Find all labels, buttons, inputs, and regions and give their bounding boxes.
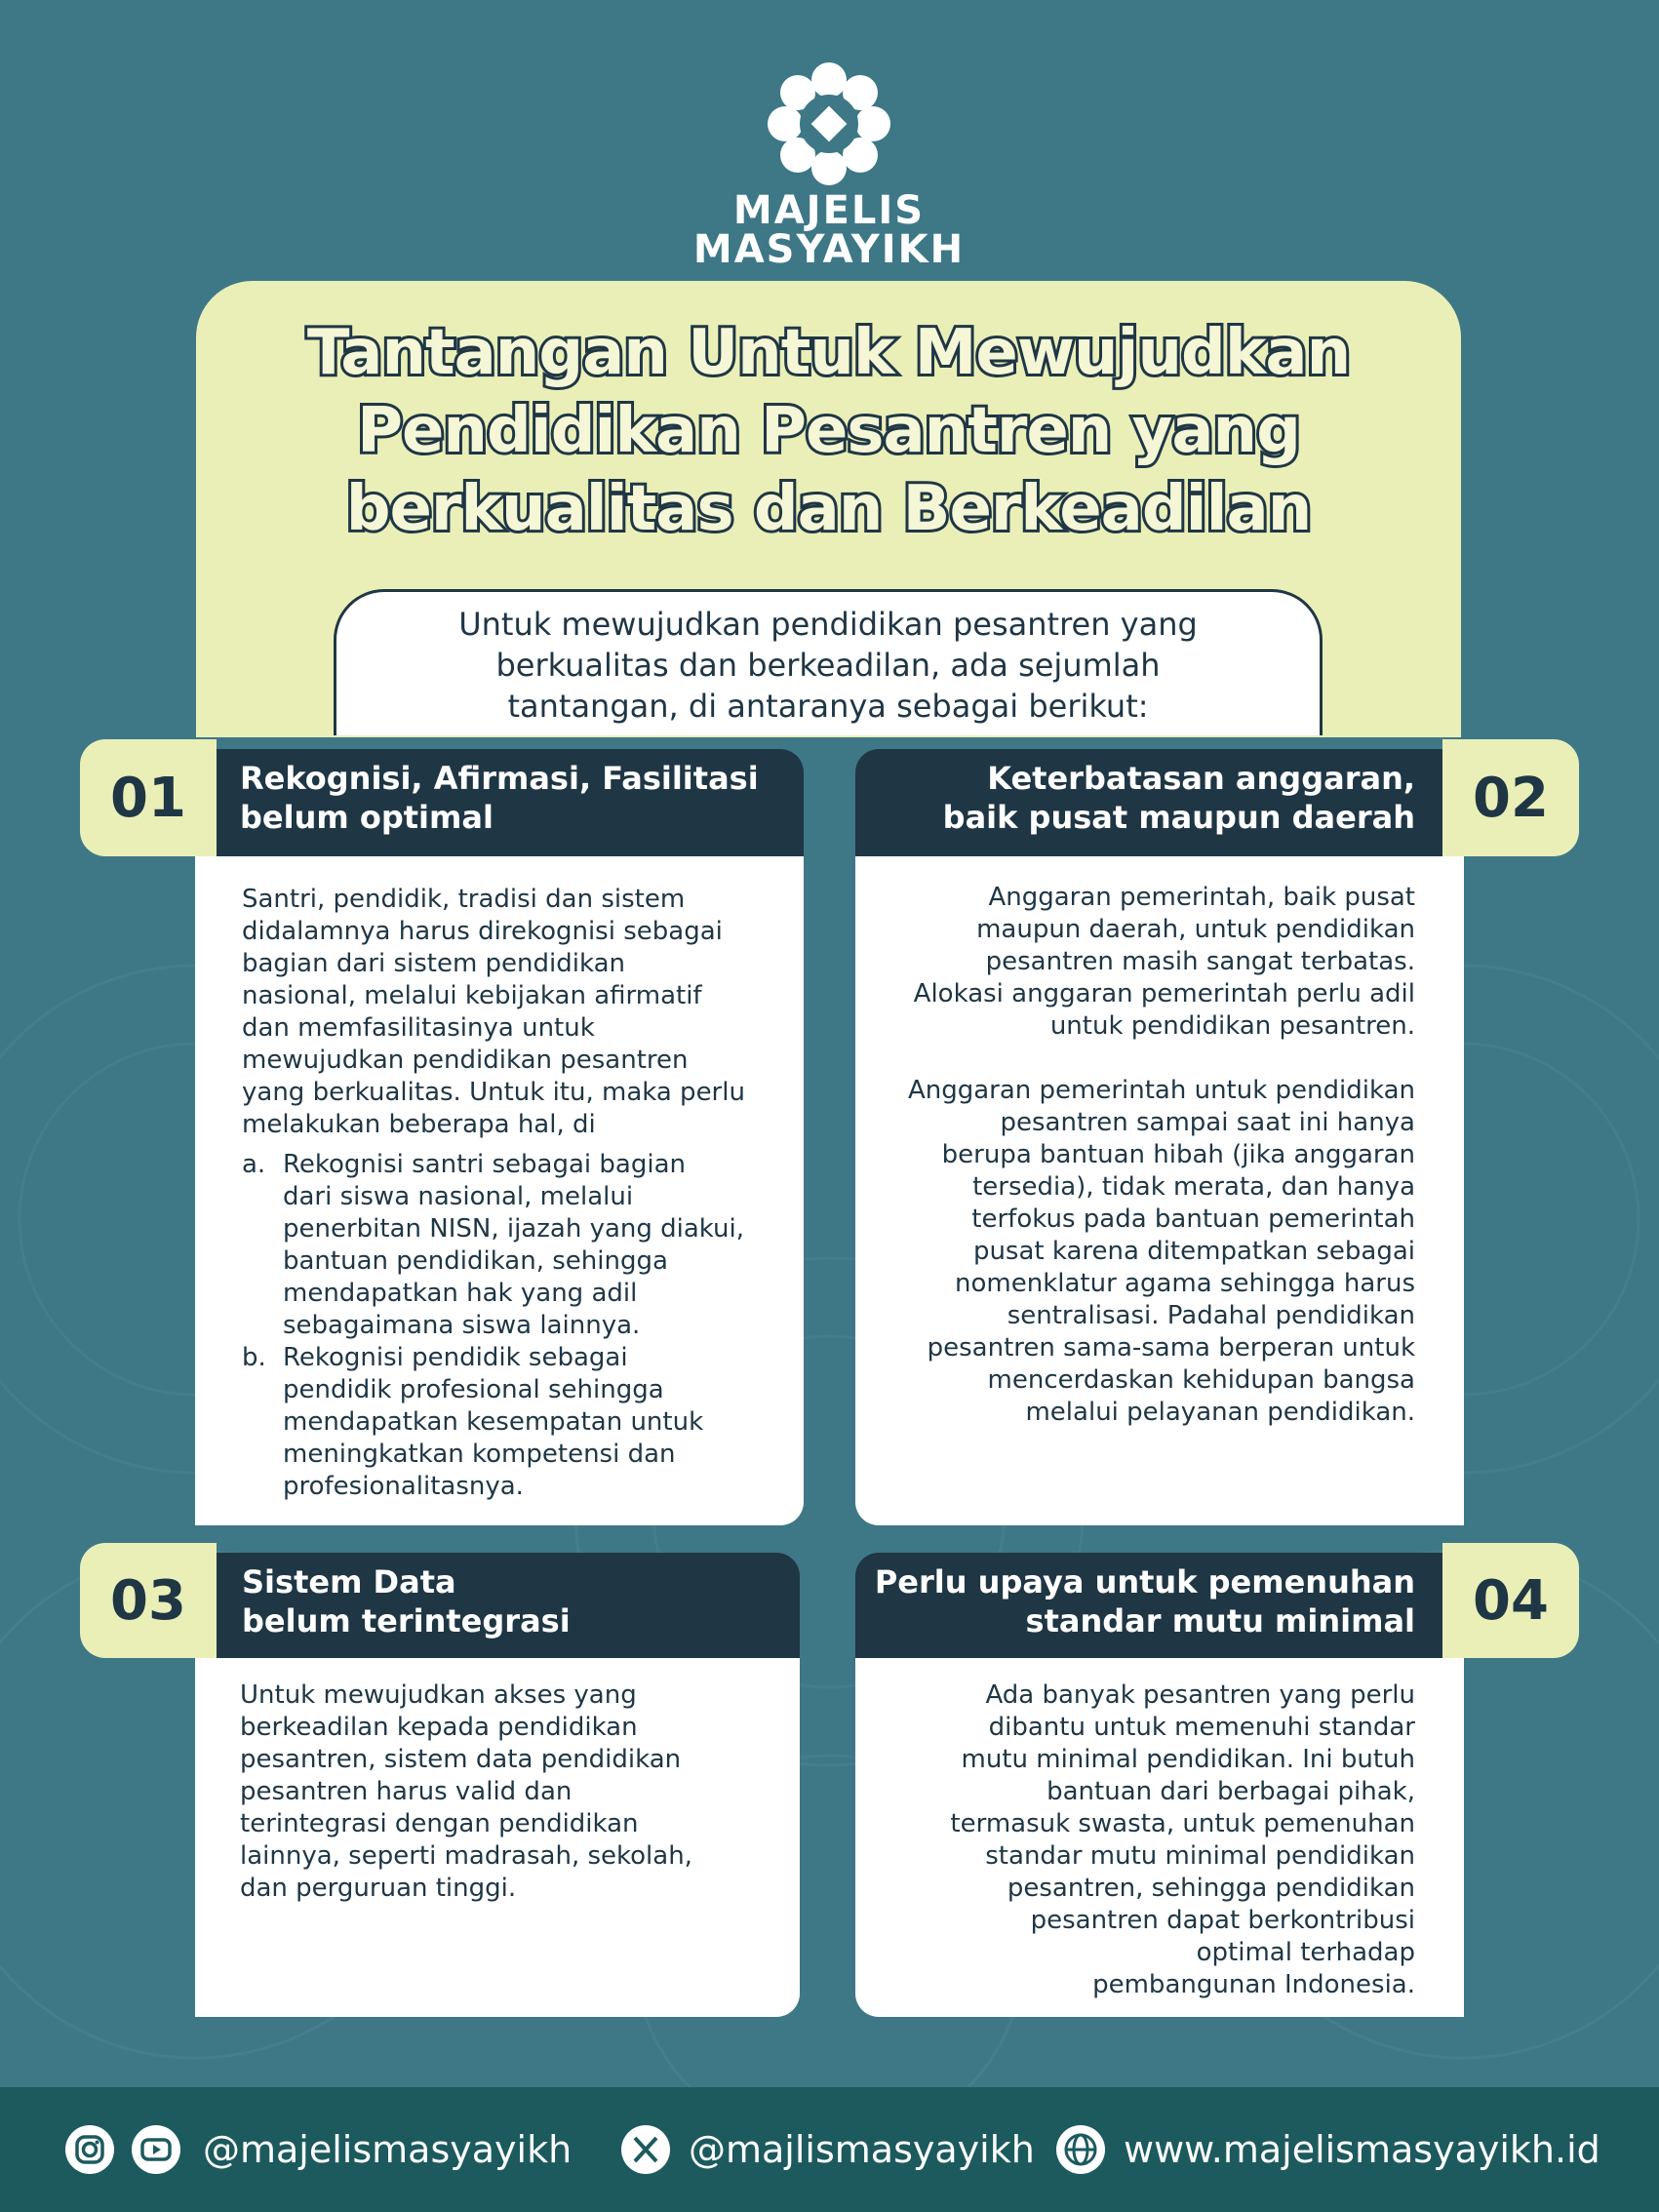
card-04-text-line: dibantu untuk memenuhi standar xyxy=(988,1713,1415,1742)
card-03-text-line: berkeadilan kepada pendidikan xyxy=(240,1713,638,1742)
title-line-2: Pendidikan Pesantren yang xyxy=(357,395,1300,467)
card-02-text-line: Anggaran pemerintah untuk pendidikan xyxy=(907,1076,1415,1105)
card-01-heading xyxy=(195,749,804,856)
card-01-text-line: mewujudkan pendidikan pesantren xyxy=(242,1046,689,1075)
intro-text xyxy=(336,604,1320,727)
intro-box xyxy=(334,589,1323,735)
card-02-text-line: maupun daerah, untuk pendidikan xyxy=(976,915,1415,944)
card-02-text-line: Anggaran pemerintah, baik pusat xyxy=(988,883,1415,912)
list-marker: b. xyxy=(242,1343,266,1372)
card-02-heading-line-2: baik pusat maupun daerah xyxy=(942,799,1415,836)
list-item-line: sebagaimana siswa lainnya. xyxy=(283,1311,641,1340)
footer-handle-1[interactable]: @majelismasyayikh xyxy=(203,2128,573,2171)
card-01-heading-line-2: belum optimal xyxy=(240,799,494,836)
card-01-text-line: yang berkualitas. Untuk itu, maka perlu xyxy=(242,1078,745,1107)
card-01-body xyxy=(195,856,804,1525)
card-04-number: 04 xyxy=(1442,1543,1579,1658)
card-04-heading xyxy=(855,1553,1464,1658)
card-03-text-line: dan perguruan tinggi. xyxy=(240,1874,517,1903)
title-line-3: berkualitas dan Berkeadilan xyxy=(345,473,1312,545)
card-03-text-line: Untuk mewujudkan akses yang xyxy=(240,1680,637,1710)
card-01-text-line: bagian dari sistem pendidikan xyxy=(242,949,625,978)
youtube-icon[interactable] xyxy=(131,2124,181,2175)
list-item-line: Rekognisi pendidik sebagai xyxy=(283,1343,628,1372)
list-item-line: mendapatkan kesempatan untuk xyxy=(283,1407,704,1437)
card-03-heading-line-1: Sistem Data xyxy=(242,1563,456,1600)
card-02-text-line: pesantren sampai saat ini hanya xyxy=(1000,1108,1415,1137)
list-item-line: Rekognisi santri sebagai bagian xyxy=(283,1150,686,1179)
list-item-line: profesionalitasnya. xyxy=(283,1472,524,1501)
card-03-text-line: terintegrasi dengan pendidikan xyxy=(240,1809,639,1838)
card-02-heading-line-1: Keterbatasan anggaran, xyxy=(987,760,1415,797)
card-01-text-line: melakukan beberapa hal, di xyxy=(242,1110,596,1139)
card-02-text-line: melalui pelayanan pendidikan. xyxy=(1025,1398,1415,1427)
list-item-a xyxy=(242,1149,784,1342)
card-02-number: 02 xyxy=(1442,739,1579,856)
card-02-heading xyxy=(855,749,1464,856)
intro-line-2: berkualitas dan berkeadilan, ada sejumlah xyxy=(495,647,1161,684)
list-item-line: bantuan pendidikan, sehingga xyxy=(283,1246,668,1276)
footer-bar xyxy=(0,2087,1659,2212)
list-item-line: pendidik profesional sehingga xyxy=(283,1375,664,1404)
card-02-text-line: pesantren masih sangat terbatas. xyxy=(985,947,1415,976)
card-03-heading-line-2: belum terintegrasi xyxy=(242,1602,571,1639)
card-03-text-line: lainnya, seperti madrasah, sekolah, xyxy=(240,1841,692,1871)
card-02-text-line: tersedia), tidak merata, dan hanya xyxy=(972,1172,1415,1202)
card-02-text-line: sentralisasi. Padahal pendidikan xyxy=(1007,1301,1415,1330)
card-01-number: 01 xyxy=(80,739,217,856)
list-item-line: penerbitan NISN, ijazah yang diakui, xyxy=(283,1214,745,1244)
card-03-text-line: pesantren harus valid dan xyxy=(240,1777,573,1806)
card-02-text-line: berupa bantuan hibah (jika anggaran xyxy=(941,1140,1415,1169)
footer-handle-2[interactable]: @majlismasyayikh xyxy=(689,2128,1035,2171)
card-04-text-line: mutu minimal pendidikan. Ini butuh xyxy=(961,1745,1415,1774)
card-04-text-line: termasuk swasta, untuk pemenuhan xyxy=(950,1809,1415,1838)
card-02-text-line: nomenklatur agama sehingga harus xyxy=(955,1269,1415,1298)
card-04-heading-line-1: Perlu upaya untuk pemenuhan xyxy=(874,1563,1415,1600)
brand-name xyxy=(634,188,1024,272)
card-01-text-line: nasional, melalui kebijakan afirmatif xyxy=(242,981,702,1010)
card-04-text-line: standar mutu minimal pendidikan xyxy=(985,1841,1415,1871)
list-item-line: mendapatkan hak yang adil xyxy=(283,1279,638,1308)
page-title xyxy=(196,314,1461,548)
card-02-text-line: pusat karena ditempatkan sebagai xyxy=(972,1237,1415,1266)
card-04-body xyxy=(855,1658,1464,2017)
intro-line-3: tantangan, di antaranya sebagai berikut: xyxy=(507,688,1149,725)
card-02-text-line: pesantren sama-sama berperan untuk xyxy=(927,1333,1415,1363)
card-04-text-line: optimal terhadap xyxy=(1196,1938,1415,1967)
card-02-text-line: Alokasi anggaran pemerintah perlu adil xyxy=(913,979,1415,1008)
card-03-number: 03 xyxy=(80,1543,217,1658)
intro-line-1: Untuk mewujudkan pendidikan pesantren yang xyxy=(458,606,1198,643)
brand-line-1: MAJELIS xyxy=(732,188,926,233)
card-03-text-line: pesantren, sistem data pendidikan xyxy=(240,1745,682,1774)
card-02-text-line: mencerdaskan kehidupan bangsa xyxy=(987,1365,1415,1395)
card-02-body xyxy=(855,856,1464,1525)
card-01-text-line: didalamnya harus direkognisi sebagai xyxy=(242,917,723,946)
footer-website-link[interactable]: www.majelismasyayikh.id xyxy=(1124,2128,1600,2171)
globe-icon[interactable] xyxy=(1055,2124,1106,2175)
card-04-text-line: pembangunan Indonesia. xyxy=(1092,1970,1415,1999)
card-03-heading xyxy=(195,1553,800,1658)
card-04-text-line: pesantren, sehingga pendidikan xyxy=(1007,1874,1415,1903)
title-line-1: Tantangan Untuk Mewujudkan xyxy=(306,317,1351,389)
list-item-line: dari siswa nasional, melalui xyxy=(283,1182,634,1211)
brand-line-2: MASYAYIKH xyxy=(692,227,966,272)
card-01-text-line: dan memfasilitasinya untuk xyxy=(242,1013,595,1043)
card-02-text-line: untuk pendidikan pesantren. xyxy=(1049,1011,1415,1041)
card-04-text-line: Ada banyak pesantren yang perlu xyxy=(985,1680,1415,1710)
card-04-text-line: bantuan dari berbagai pihak, xyxy=(1047,1777,1415,1806)
list-item-b xyxy=(242,1342,784,1503)
x-icon[interactable] xyxy=(620,2124,671,2175)
card-01-text-line: Santri, pendidik, tradisi dan sistem xyxy=(242,885,686,914)
card-04-text-line: pesantren dapat berkontribusi xyxy=(1030,1906,1415,1935)
card-01-heading-line-1: Rekognisi, Afirmasi, Fasilitasi xyxy=(240,760,759,797)
instagram-icon[interactable] xyxy=(64,2124,115,2175)
card-04-heading-line-2: standar mutu minimal xyxy=(1025,1602,1415,1639)
list-marker: a. xyxy=(242,1150,266,1179)
card-02-text-line: terfokus pada bantuan pemerintah xyxy=(971,1205,1415,1234)
list-item-line: meningkatkan kompetensi dan xyxy=(283,1440,676,1469)
card-03-body xyxy=(195,1658,800,2017)
majelis-masyayikh-logo xyxy=(768,62,890,185)
